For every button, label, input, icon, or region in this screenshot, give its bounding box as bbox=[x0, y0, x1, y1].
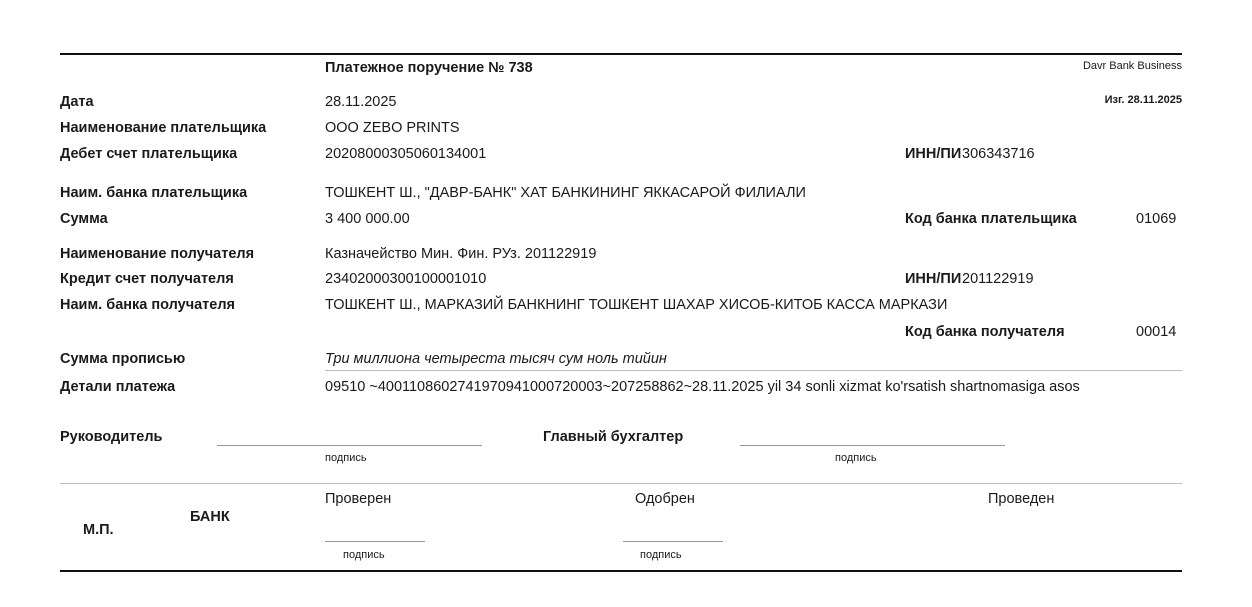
checked-sign-caption: подпись bbox=[343, 549, 385, 561]
payer-bank-value: ТОШКЕНТ Ш., "ДАВР-БАНК" ХАТ БАНКИНИНГ ЯККАСАРОЙ ФИЛИАЛИ bbox=[325, 185, 806, 201]
amount-words-label: Сумма прописью bbox=[60, 351, 186, 367]
amount-label: Сумма bbox=[60, 211, 108, 227]
payer-inn-label: ИНН/ПИ bbox=[905, 146, 962, 162]
amount-words-value: Три миллиона четыреста тысяч сум ноль тийин bbox=[325, 351, 667, 367]
receiver-inn-value: 201122919 bbox=[962, 271, 1034, 287]
receiver-bank-code-value: 00014 bbox=[1136, 324, 1177, 340]
top-rule bbox=[60, 53, 1182, 55]
conducted-label: Проведен bbox=[988, 491, 1055, 507]
checked-signature-line bbox=[325, 541, 425, 542]
issued-date: Изг. 28.11.2025 bbox=[1104, 94, 1182, 106]
payer-name-label: Наименование плательщика bbox=[60, 120, 267, 136]
bank-section-rule bbox=[60, 483, 1182, 484]
receiver-name-value: Казначейство Мин. Фин. РУз. 201122919 bbox=[325, 246, 597, 262]
mp-label: М.П. bbox=[83, 522, 114, 538]
receiver-bank-value: ТОШКЕНТ Ш., МАРКАЗИЙ БАНКНИНГ ТОШКЕНТ ШАХАР ХИСОБ-КИТОБ КАССА МАРКАЗИ bbox=[325, 297, 948, 313]
receiver-bank-label: Наим. банка получателя bbox=[60, 297, 236, 313]
bottom-rule bbox=[60, 570, 1182, 572]
director-sign-caption: подпись bbox=[325, 452, 367, 464]
director-signature-line bbox=[217, 445, 482, 446]
receiver-name-label: Наименование получателя bbox=[60, 246, 255, 262]
payer-inn-value: 306343716 bbox=[962, 146, 1035, 162]
director-label: Руководитель bbox=[60, 429, 163, 445]
date-label: Дата bbox=[60, 94, 94, 110]
receiver-bank-code-label: Код банка получателя bbox=[905, 324, 1065, 340]
accountant-sign-caption: подпись bbox=[835, 452, 877, 464]
document-title: Платежное поручение № 738 bbox=[325, 60, 533, 76]
receiver-account-value: 23402000300100001010 bbox=[325, 271, 487, 287]
checked-label: Проверен bbox=[325, 491, 392, 507]
amount-words-underline bbox=[325, 370, 1182, 371]
bank-label: БАНК bbox=[190, 509, 230, 525]
approved-label: Одобрен bbox=[635, 491, 695, 507]
accountant-label: Главный бухгалтер bbox=[543, 429, 684, 445]
payer-bank-label: Наим. банка плательщика bbox=[60, 185, 248, 201]
payer-bank-code-label: Код банка плательщика bbox=[905, 211, 1077, 227]
approved-signature-line bbox=[623, 541, 723, 542]
bank-brand: Davr Bank Business bbox=[1082, 60, 1182, 72]
payer-account-label: Дебет счет плательщика bbox=[60, 146, 238, 162]
approved-sign-caption: подпись bbox=[640, 549, 682, 561]
payer-name-value: ООО ZEBO PRINTS bbox=[325, 120, 460, 136]
payer-bank-code-value: 01069 bbox=[1136, 211, 1177, 227]
details-label: Детали платежа bbox=[60, 379, 176, 395]
receiver-account-label: Кредит счет получателя bbox=[60, 271, 234, 287]
amount-value: 3 400 000.00 bbox=[325, 211, 410, 227]
receiver-inn-label: ИНН/ПИ bbox=[905, 271, 962, 287]
accountant-signature-line bbox=[740, 445, 1005, 446]
payer-account-value: 20208000305060134001 bbox=[325, 146, 487, 162]
date-value: 28.11.2025 bbox=[325, 94, 397, 110]
details-value: 09510 ~4001108602741970941000720003~207258862~28.11.2025 yil 34 sonli xizmat ko'rsatish shartnomasiga asos bbox=[325, 379, 1080, 395]
